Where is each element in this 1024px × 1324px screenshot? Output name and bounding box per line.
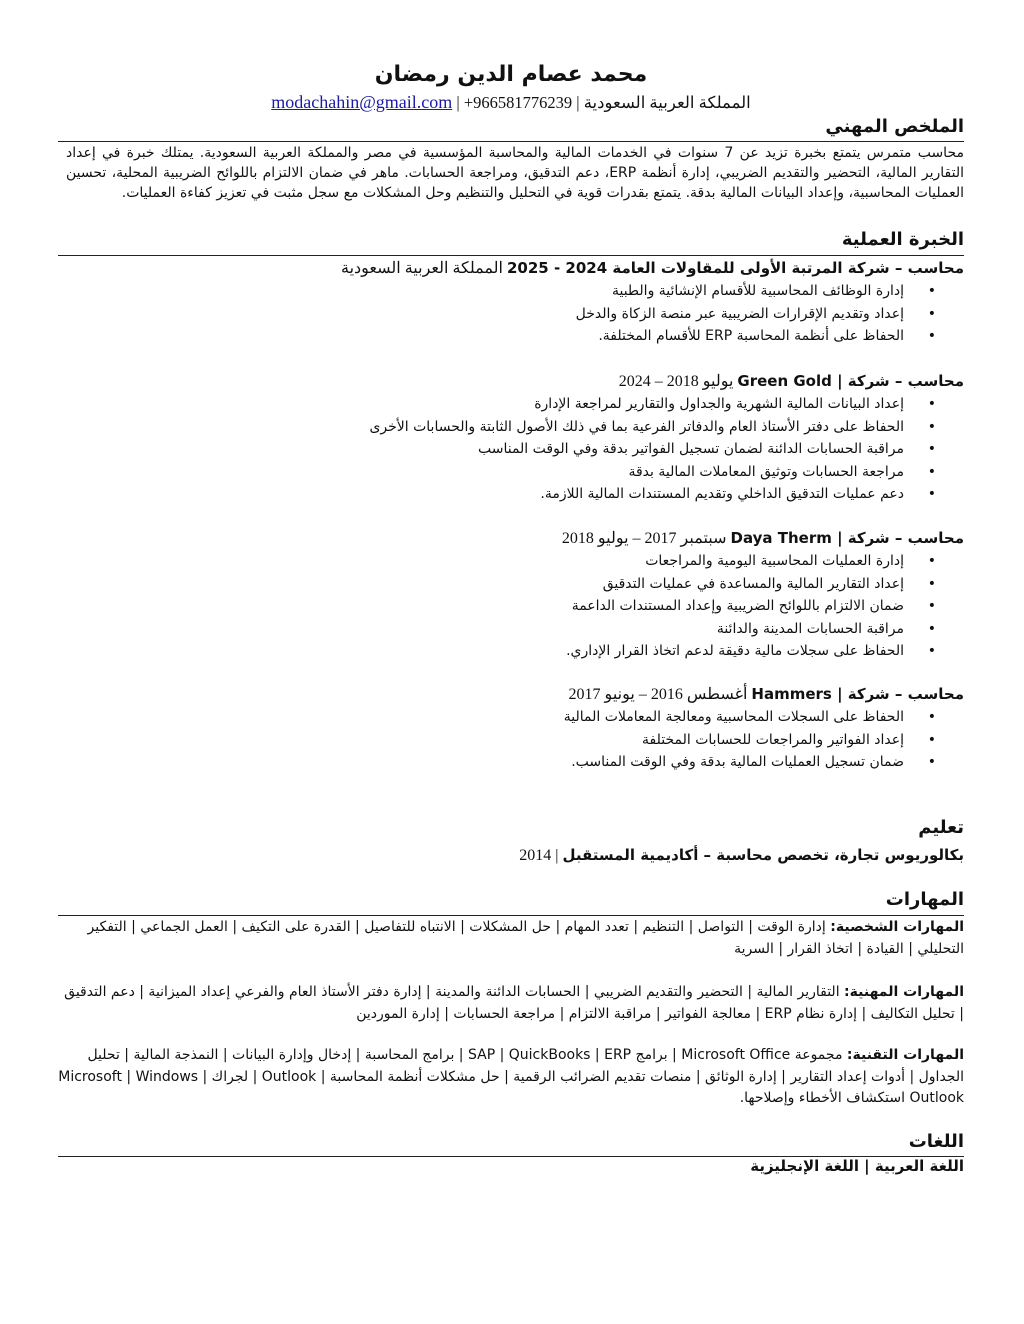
job-location: المملكة العربية السعودية bbox=[340, 260, 503, 277]
list-item: • الحفاظ على دفتر الأستاذ العام والدفاتر الفرعية بما في ذلك الأصول الثابتة والحسابات الأخرى bbox=[58, 416, 964, 439]
summary-heading: الملخص المهني bbox=[825, 116, 964, 137]
skills-personal bbox=[58, 917, 964, 960]
job-title-line bbox=[58, 257, 964, 280]
skills-professional bbox=[58, 982, 964, 1025]
job-title: محاسب – شركة | Daya Therm bbox=[730, 529, 964, 547]
list-item: • الحفاظ على السجلات المحاسبية ومعالجة المعاملات المالية bbox=[58, 706, 964, 729]
list-item: • الحفاظ على سجلات مالية دقيقة لدعم اتخاذ القرار الإداري. bbox=[58, 640, 964, 663]
skills-technical-list: مجموعة Microsoft Office | برامج SAP | QuickBooks | ERP | برامج المحاسبة | إدخال وإدارة البيانات | النمذجة المالية | تحليل الجداول | أدوات إعداد التقارير | إدارة الوثائق | منصات تقديم الضرائب الرقمية | حل مشكلات أنظمة المحاسبة | Outlook | لجراك Microsoft | Windows | Outlook استكشاف الأخطاء وإصلاحها. bbox=[58, 1047, 964, 1106]
list-item: • الحفاظ على أنظمة المحاسبة ERP للأقسام المختلفة. bbox=[58, 325, 964, 348]
job-dates: سبتمبر 2017 – يوليو 2018 bbox=[561, 530, 727, 547]
list-item: • ضمان تسجيل العمليات المالية بدقة وفي الوقت المناسب. bbox=[58, 751, 964, 774]
skills-heading: المهارات bbox=[885, 889, 964, 910]
summary-text: محاسب متمرس يتمتع بخبرة تزيد عن 7 سنوات في الخدمات المالية والمحاسبة المؤسسية في مصر والمملكة العربية السعودية. يمتلك خبرة في إعداد التقارير المالية، التحضير والتقديم الضريبي، إدارة أنظمة ERP، دعم التدقيق، ومراجعة الحسابات. ماهر في ضمان الالتزام باللوائح الضريبية المحلية، تحسين العمليات المحاسبية، وإعداد البيانات المالية بدقة. يتمتع بقدرات قوية في التحليل والتنظيم وحل المشكلات مع سجل مثبت في تعزيز كفاءة العمليات. bbox=[66, 145, 964, 201]
job-title: محاسب – شركة المرتبة الأولى للمقاولات العامة 2024 - 2025 bbox=[506, 259, 964, 277]
job-2 bbox=[58, 370, 964, 506]
education-entry bbox=[519, 846, 964, 865]
skills-technical-label: المهارات التقنية: bbox=[846, 1047, 964, 1063]
skills-professional-list: التقارير المالية | التحضير والتقديم الضريبي | الحسابات الدائنة والمدينة | إدارة دفتر الأستاذ العام والفرعي إعداد الميزانية | دعم التدقيق | تحليل التكاليف | إدارة نظام ERP | معالجة الفواتير | مراقبة الالتزام | مراجعة الحسابات | إدارة الموردين bbox=[64, 984, 964, 1022]
job-bullets bbox=[58, 280, 964, 348]
list-item: • إعداد التقارير المالية والمساعدة في عمليات التدقيق bbox=[58, 573, 964, 596]
job-1 bbox=[58, 257, 964, 348]
list-item: • إعداد وتقديم الإقرارات الضريبية عبر منصة الزكاة والدخل bbox=[58, 303, 964, 326]
job-dates: أغسطس 2016 – يونيو 2017 bbox=[568, 686, 748, 703]
experience-divider bbox=[58, 255, 964, 256]
list-item: • إدارة الوظائف المحاسبية للأقسام الإنشائية والطبية bbox=[58, 280, 964, 303]
list-item: • ضمان الالتزام باللوائح الضريبية وإعداد المستندات الداعمة bbox=[58, 595, 964, 618]
contact-line bbox=[58, 92, 964, 113]
candidate-name: محمد عصام الدين رمضان bbox=[374, 62, 648, 87]
list-item: • إعداد البيانات المالية الشهرية والجداول والتقارير لمراجعة الإدارة bbox=[58, 393, 964, 416]
job-3 bbox=[58, 527, 964, 663]
list-item: • دعم عمليات التدقيق الداخلي وتقديم المستندات المالية اللازمة. bbox=[58, 483, 964, 506]
languages-heading: اللغات bbox=[908, 1131, 964, 1152]
resume-page bbox=[58, 0, 964, 1324]
education-year: | 2014 bbox=[519, 847, 559, 864]
education-heading: تعليم bbox=[918, 817, 964, 838]
job-title: محاسب – شركة | Hammers bbox=[751, 685, 964, 703]
job-bullets bbox=[58, 550, 964, 663]
job-4 bbox=[58, 683, 964, 774]
summary-divider bbox=[58, 141, 964, 142]
education-degree: بكالوريوس تجارة، تخصص محاسبة – أكاديمية المستقبل bbox=[562, 846, 964, 864]
skills-professional-label: المهارات المهنية: bbox=[844, 984, 964, 1000]
skills-personal-label: المهارات الشخصية: bbox=[830, 919, 964, 935]
email-link[interactable]: modachahin@gmail.com bbox=[271, 92, 453, 112]
job-bullets bbox=[58, 706, 964, 774]
languages-list: اللغة العربية | اللغة الإنجليزية bbox=[750, 1157, 964, 1175]
list-item: • إعداد الفواتير والمراجعات للحسابات المختلفة bbox=[58, 729, 964, 752]
job-title: محاسب – شركة | Green Gold bbox=[737, 372, 964, 390]
list-item: • مراجعة الحسابات وتوثيق المعاملات المالية بدقة bbox=[58, 461, 964, 484]
job-title-line bbox=[58, 370, 964, 393]
job-bullets bbox=[58, 393, 964, 506]
job-dates: يوليو 2018 – 2024 bbox=[618, 373, 734, 390]
list-item: • إدارة العمليات المحاسبية اليومية والمراجعات bbox=[58, 550, 964, 573]
location-phone: المملكة العربية السعودية | 966581776239+ | bbox=[456, 93, 751, 112]
list-item: • مراقبة الحسابات المدينة والدائنة bbox=[58, 618, 964, 641]
skills-divider bbox=[58, 915, 964, 916]
job-title-line bbox=[58, 683, 964, 706]
job-title-line bbox=[58, 527, 964, 550]
skills-technical bbox=[58, 1045, 964, 1110]
experience-heading: الخبرة العملية bbox=[841, 229, 964, 250]
list-item: • مراقبة الحسابات الدائنة لضمان تسجيل الفواتير بدقة وفي الوقت المناسب bbox=[58, 438, 964, 461]
skills-personal-list: إدارة الوقت | التواصل | التنظيم | تعدد المهام | حل المشكلات | الانتباه للتفاصيل | القدرة على التكيف | العمل الجماعي | التفكير التحليلي | القيادة | اتخاذ القرار | السرية bbox=[87, 919, 964, 957]
